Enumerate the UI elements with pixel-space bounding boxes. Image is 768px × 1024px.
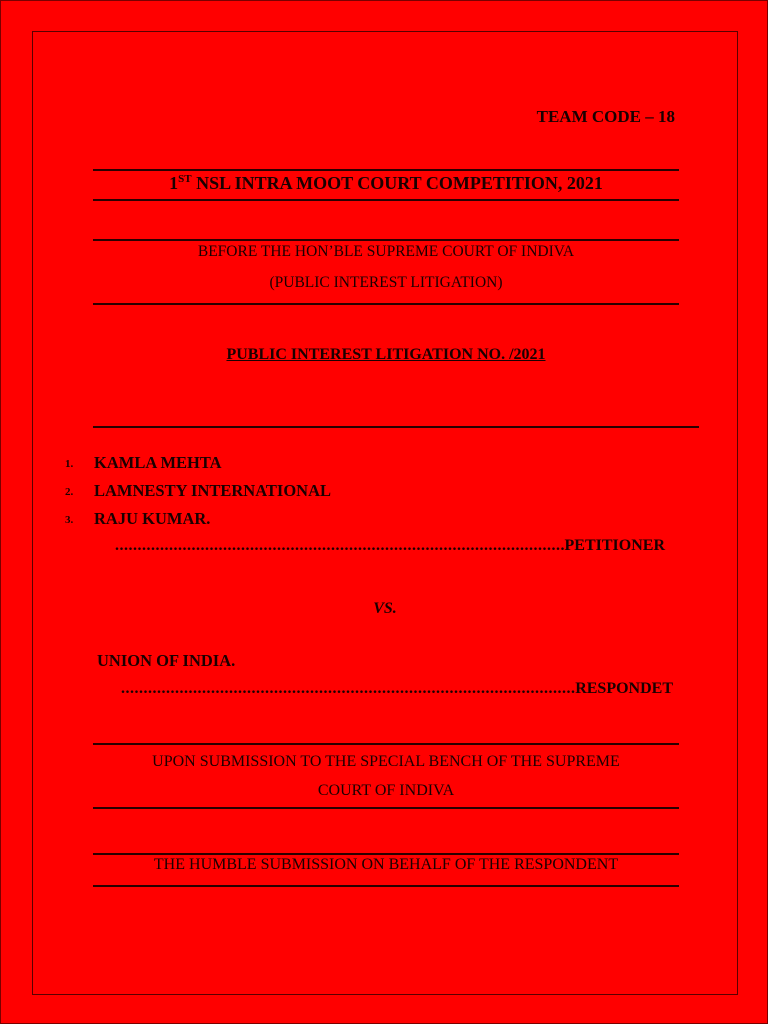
- divider-line: [93, 199, 679, 201]
- petitioner-item: [65, 509, 210, 529]
- list-number: 3.: [65, 514, 74, 526]
- versus-label: VS.: [373, 600, 397, 617]
- petitioner-item: [65, 453, 222, 473]
- divider-line: [93, 853, 679, 855]
- petitioner-label-line: [115, 537, 665, 555]
- list-number: 2.: [65, 486, 74, 498]
- submission-statement: [93, 747, 679, 805]
- divider-line: [93, 169, 679, 171]
- divider-line: [93, 426, 699, 428]
- ordinal-suffix: ST: [178, 173, 192, 185]
- respondent-label-line: [121, 680, 673, 698]
- petitioner-name: RAJU KUMAR.: [94, 509, 211, 528]
- list-number: 1.: [65, 458, 74, 470]
- competition-title: [93, 173, 679, 194]
- ordinal-number: 1: [169, 173, 179, 193]
- submission-line-2: COURT OF INDIVA: [317, 782, 455, 799]
- divider-line: [93, 239, 679, 241]
- humble-submission: THE HUMBLE SUBMISSION ON BEHALF OF THE RESPONDENT: [153, 856, 619, 873]
- competition-title-text: NSL INTRA MOOT COURT COMPETITION, 2021: [191, 173, 603, 193]
- petitioner-name: LAMNESTY INTERNATIONAL: [94, 481, 331, 500]
- court-name: BEFORE THE HON’BLE SUPREME COURT OF INDIVA: [197, 243, 575, 260]
- petitioner-label: PETITIONER: [564, 537, 665, 554]
- divider-line: [93, 743, 679, 745]
- petitioner-name: KAMLA MEHTA: [94, 453, 222, 472]
- divider-line: [93, 303, 679, 305]
- divider-line: [93, 807, 679, 809]
- petition-type: (PUBLIC INTEREST LITIGATION): [269, 274, 503, 291]
- dot-leader: [121, 680, 575, 698]
- petitioner-item: [65, 481, 331, 501]
- respondent-label: RESPONDET: [575, 680, 673, 697]
- divider-line: [93, 885, 679, 887]
- case-number-text: PUBLIC INTEREST LITIGATION NO. /2021: [226, 346, 546, 363]
- team-code: TEAM CODE – 18: [536, 107, 675, 126]
- dot-leader: [115, 537, 565, 555]
- submission-line-1: UPON SUBMISSION TO THE SPECIAL BENCH OF THE SUPREME: [152, 753, 620, 770]
- case-number: [93, 346, 679, 364]
- respondent-name: UNION OF INDIA.: [97, 651, 236, 670]
